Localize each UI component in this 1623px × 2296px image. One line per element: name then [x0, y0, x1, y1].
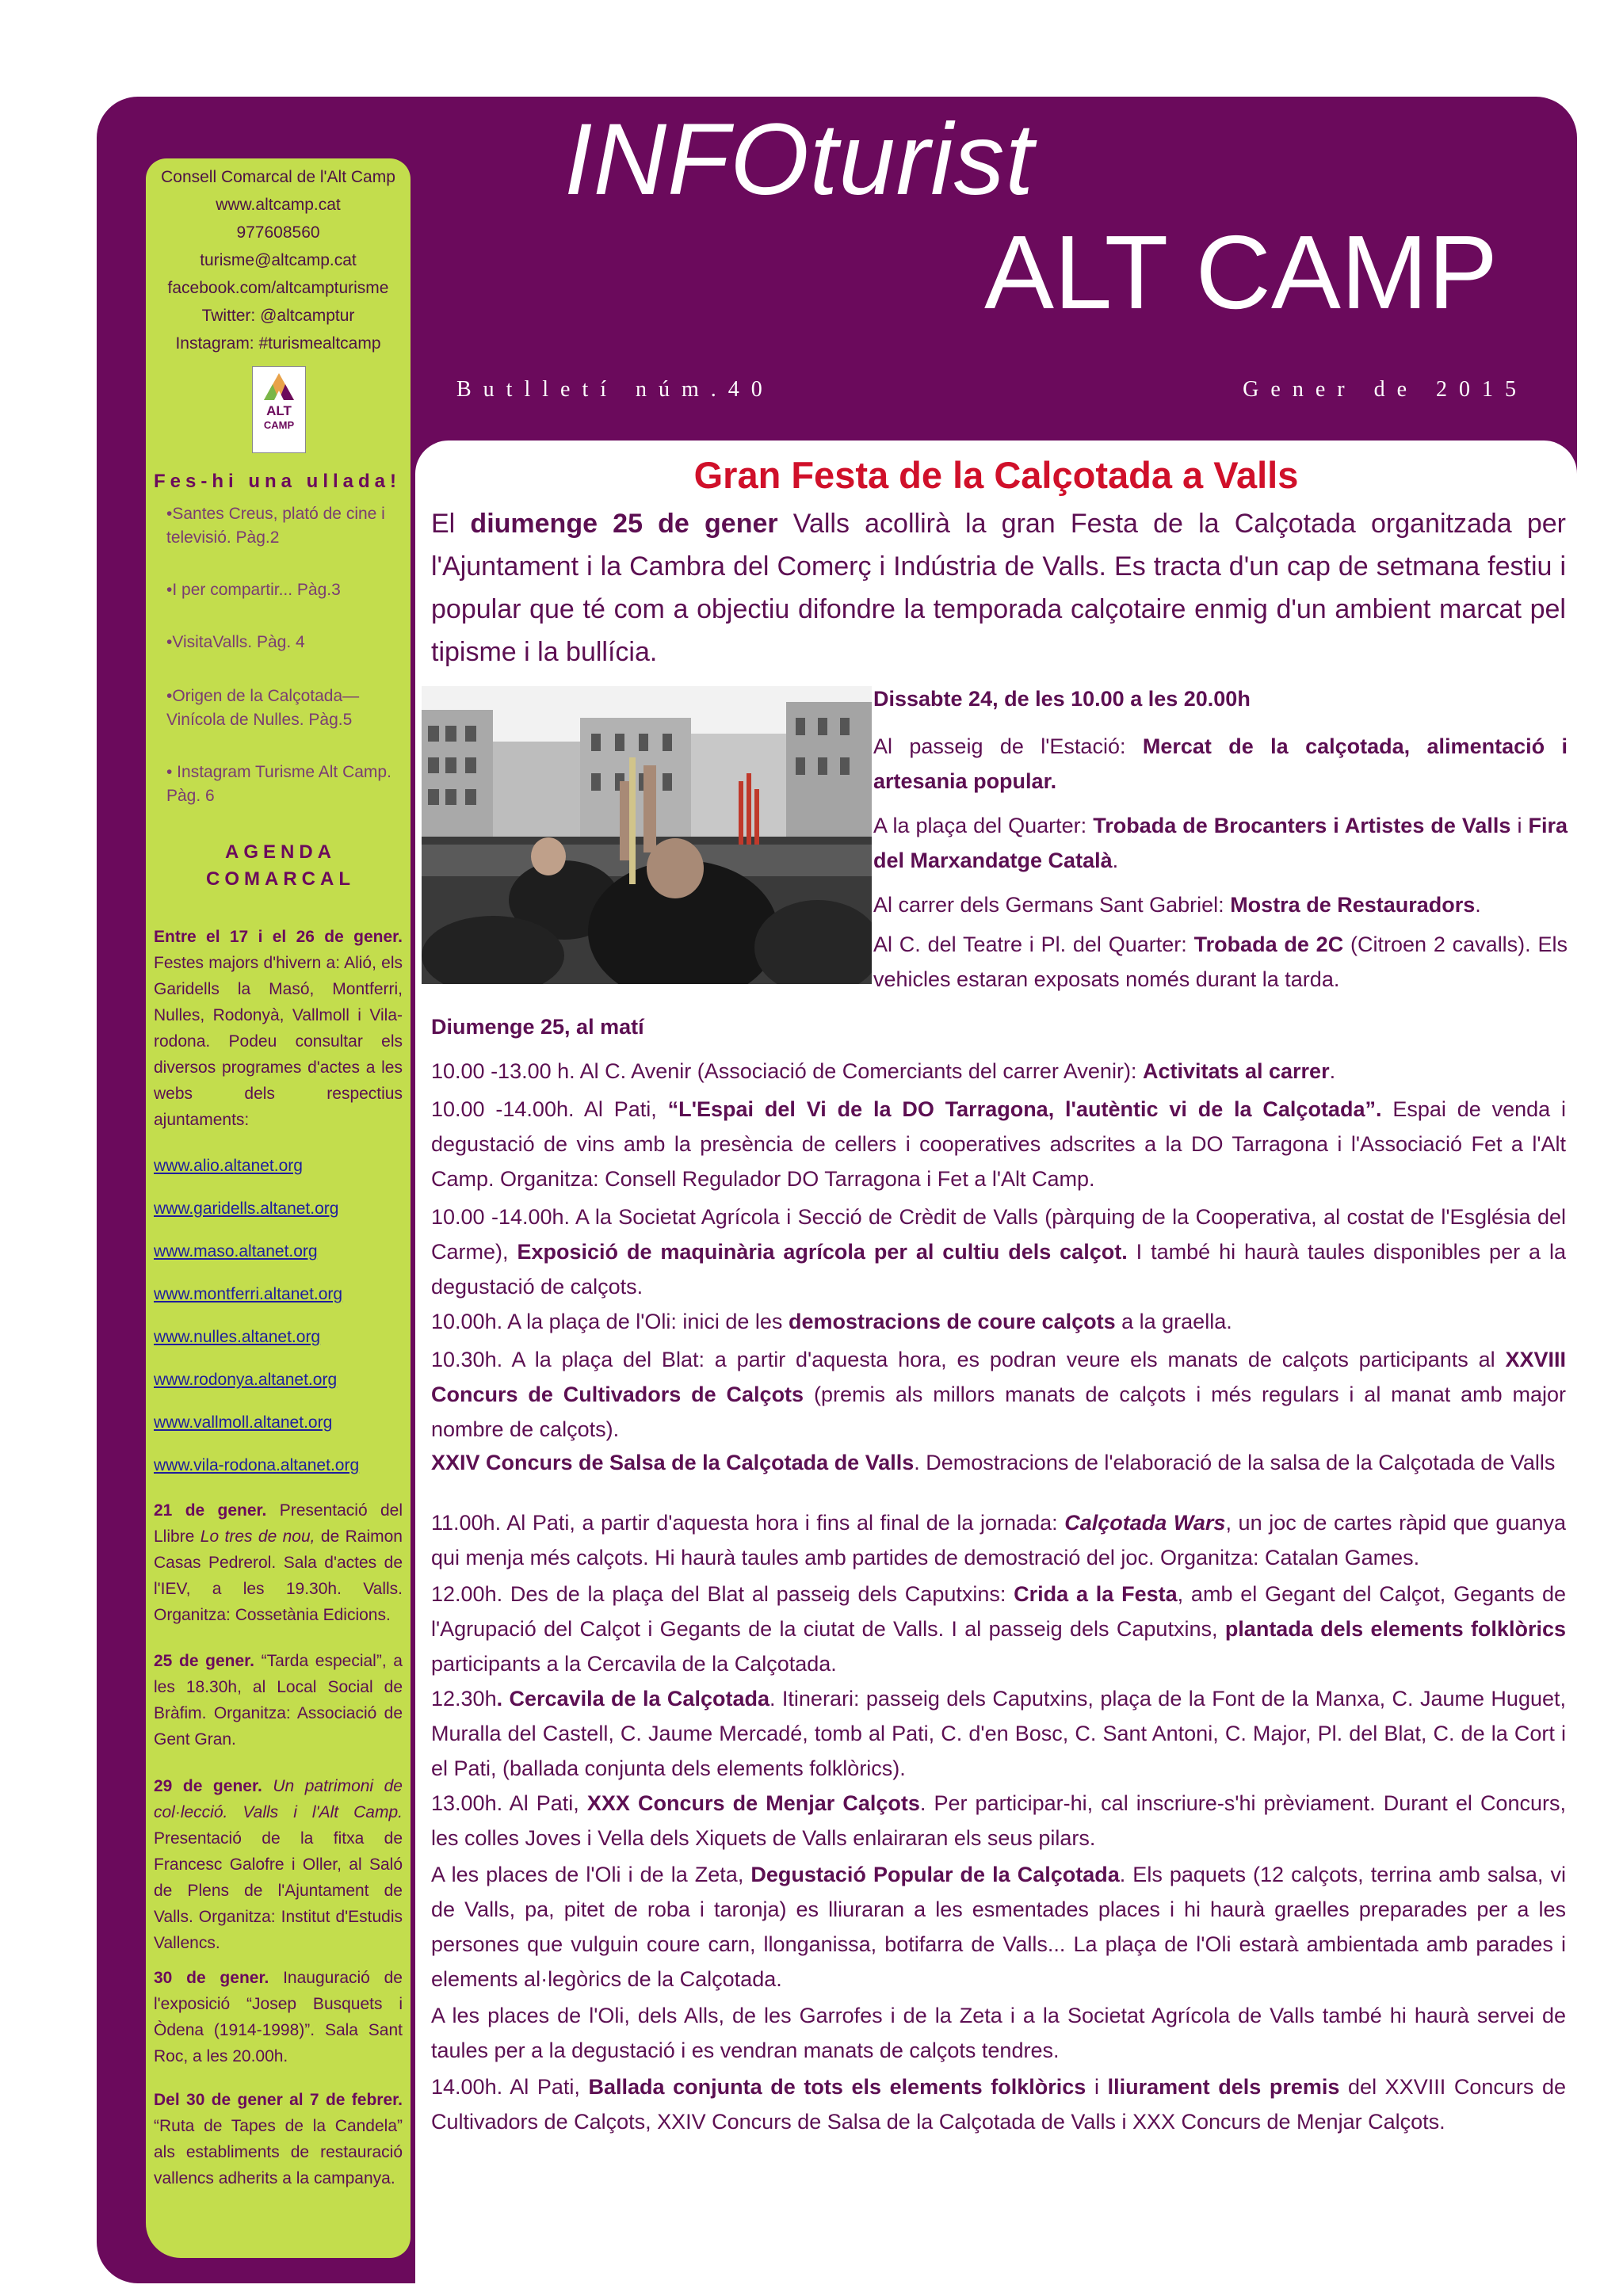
event-text: i [1517, 814, 1522, 837]
agenda-item [154, 1497, 403, 1628]
event-text: Al passeig de l'Estació: [873, 734, 1126, 758]
agenda-text: Festes majors d'hivern a: Alió, els Garidells la Masó, Montferri, Nulles, Rodonyà, Vallmoll i Vila-rodona. Podeu consultar els diversos programes d'actes a les webs dels respectius ajuntaments: [154, 954, 403, 1129]
agenda-heading-2: COMARCAL [206, 868, 355, 890]
toc-item[interactable]: •I per compartir... Pàg.3 [166, 581, 341, 599]
url-link[interactable]: www.rodonya.altanet.org [154, 1371, 338, 1389]
event-text: Al carrer dels Germans Sant Gabriel: [873, 893, 1224, 917]
sunday-event [431, 1505, 1566, 1575]
toc-item[interactable]: •Santes Creus, plató de cine i televisió. Pàg.2 [166, 505, 385, 547]
agenda-book-title: Lo tres de nou, [200, 1527, 315, 1546]
saturday-event: A la plaça del Quarter: Trobada de Brocanters i Artistes de Valls i Fira del Marxandatge Català. [873, 814, 1568, 872]
event-text: A la plaça del Quarter: [873, 814, 1087, 837]
contact-web[interactable]: www.altcamp.cat [216, 196, 341, 214]
event-text: , un joc de cartes ràpid que guanya qui menja més calçots. Hi haurà taules amb partides de demostració del joc. Organitza: Catalan Games. [431, 1511, 1567, 1569]
agenda-text: Inauguració de l'exposició “Josep Busquets i Òdena (1914-1998)”. Sala Sant Roc, a les 20.00h. [154, 1969, 403, 2065]
event-text: 12.30h [431, 1687, 497, 1711]
contact-facebook[interactable]: facebook.com/altcampturisme [167, 279, 389, 297]
event-bold: Crida a la Festa [1014, 1582, 1178, 1606]
newsletter-subtitle: ALT CAMP [984, 214, 1498, 330]
intro-bold: diumenge 25 de gener [470, 509, 778, 539]
event-text: (premis als millors manats de calçots i més regulars i al manat amb major nombre de calçots). [431, 1383, 1566, 1441]
toc-item[interactable]: •Origen de la Calçotada—Vinícola de Nulles. Pàg.5 [166, 687, 360, 729]
toc-item[interactable]: •VisitaValls. Pàg. 4 [166, 633, 305, 651]
agenda-heading: AGENDA [224, 841, 336, 863]
sunday-event [431, 1448, 1566, 1477]
contact-email[interactable]: turisme@altcamp.cat [200, 251, 357, 269]
contact-org: Consell Comarcal de l'Alt Camp [161, 168, 395, 186]
event-text: 10.00 -13.00 h. Al C. Avenir (Associació de Comerciants del carrer Avenir): [431, 1059, 1137, 1083]
url-link[interactable]: www.nulles.altanet.org [154, 1328, 321, 1346]
agenda-text: “Ruta de Tapes de la Candela” als establiments de restauració vallencs adherits a la campanya. [154, 2117, 403, 2187]
contact-block [146, 163, 411, 357]
sunday-event [431, 1092, 1566, 1196]
saturday-heading: Dissabte 24, de les 10.00 a les 20.00h [873, 687, 1251, 711]
event-text: . Els paquets (12 calçots, terrina amb salsa, vi de Valls, pa, pitet de roba i taronja) es lliuraran a les esmentades places i hi haurà graelles preparades per a les persones que vulguin coure carn, llonganissa, botifarra de Valls... La plaça de l'Oli estarà ambientada amb parades i elements al·legòrics de la Calçotada. [431, 1863, 1566, 1991]
sunday-event [431, 1681, 1566, 1786]
intro-text: El [431, 509, 456, 539]
event-text: participants a la Cercavila de la Calçotada. [431, 1652, 837, 1676]
sunday-event [431, 1199, 1566, 1304]
event-text: 12.00h. Des de la plaça del Blat al passeig dels Caputxins: [431, 1582, 1006, 1606]
sunday-event [431, 1342, 1566, 1447]
bulletin-number: Butlletí núm.40 [456, 377, 774, 402]
sunday-event [431, 1857, 1566, 1997]
event-bold: Degustació Popular de la Calçotada [750, 1863, 1120, 1886]
sunday-event: A les places de l'Oli, dels Alls, de les Garrofes i de la Zeta i a la Societat Agrícola de Valls també hi haurà servei de taules per a la degustació i es vendran manats de calçots tendres. [431, 2004, 1566, 2062]
agenda-text: Presentació de la fitxa de Francesc Galofre i Oller, al Saló de Plens de l'Ajuntament de Valls. Organitza: Institut d'Estudis Vallencs. [154, 1829, 403, 1952]
article-intro [431, 502, 1566, 673]
crowd-photo-image [422, 686, 872, 984]
event-text: . Per participar-hi, cal inscriure-s'hi prèviament. Durant el Concurs, les colles Joves i Vella dels Xiquets de Valls enlairaran els seus pilars. [431, 1791, 1566, 1850]
sunday-event: 10.00 -13.00 h. Al C. Avenir (Associació de Comerciants del carrer Avenir): Activitats al carrer. [431, 1059, 1336, 1083]
event-text: i [1094, 2075, 1099, 2099]
event-text: 10.30h. A la plaça del Blat: a partir d'aquesta hora, es podran veure els manats de calçots participants al [431, 1348, 1495, 1371]
agenda-item [154, 924, 403, 1133]
event-text: I també hi haurà taules disponibles per a la degustació de calçots. [431, 1240, 1566, 1299]
event-text: A les places de l'Oli i de la Zeta, [431, 1863, 744, 1886]
event-bold: lliurament dels premis [1107, 2075, 1340, 2099]
event-bold: Activitats al carrer [1142, 1059, 1330, 1083]
agenda-date: 30 de gener. [154, 1969, 269, 1987]
url-link[interactable]: www.alio.altanet.org [154, 1157, 303, 1175]
festival-crowd-photo [422, 686, 872, 984]
agenda-item [154, 1965, 403, 2069]
contact-instagram[interactable]: Instagram: #turismealtcamp [175, 334, 381, 353]
agenda-date: 25 de gener. [154, 1652, 254, 1670]
event-bold-italic: Calçotada Wars [1064, 1511, 1226, 1535]
event-bold: XXVIII Concurs de Cultivadors de Calçots [431, 1348, 1566, 1406]
bulletin-date: Gener de 2015 [1243, 377, 1528, 402]
event-bold: . Cercavila de la Calçotada [496, 1687, 769, 1711]
agenda-date: 21 de gener. [154, 1501, 267, 1520]
newsletter-title: INFOturist [564, 103, 1035, 216]
saturday-event: Al carrer dels Germans Sant Gabriel: Mostra de Restauradors. [873, 893, 1481, 917]
event-text: (Citroen 2 cavalls). Els vehicles estaran exposats només durant la tarda. [873, 933, 1568, 991]
logo-mark-icon [264, 373, 294, 400]
event-text: 11.00h. Al Pati, a partir d'aquesta hora i fins al final de la jornada: [431, 1511, 1058, 1535]
agenda-text: “Tarda especial”, a les 18.30h, al Local Social de Bràfim. Organitza: Associació de Gent Gran. [154, 1652, 403, 1749]
url-link[interactable]: www.vila-rodona.altanet.org [154, 1456, 360, 1474]
agenda-italic-title: Un patrimoni de col·lecció. Valls i l'Alt Camp. [154, 1777, 403, 1821]
event-bold: Trobada de 2C [1193, 933, 1344, 956]
event-text: . Itinerari: passeig dels Caputxins, plaça de la Font de la Manxa, C. Jaume Huguet, Muralla del Castell, C. Jaume Mercadé, tomb al Pati, C. d'en Bosc, C. Sant Antoni, C. Major, Pl. del Blat, C. de la Cort i el Pati, (ballada conjunta dels elements folklòrics). [431, 1687, 1567, 1780]
sunday-event [431, 2069, 1566, 2139]
agenda-date: Entre el 17 i el 26 de gener. [154, 928, 403, 946]
agenda-date: 29 de gener. [154, 1777, 262, 1795]
sunday-event [431, 1304, 1566, 1339]
event-bold: XXIV Concurs de Salsa de la Calçotada de Valls [431, 1451, 915, 1474]
url-link[interactable]: www.garidells.altanet.org [154, 1199, 339, 1218]
event-text: 10.00 -14.00h. Al Pati, [431, 1097, 657, 1121]
logo-text-camp: CAMP [263, 419, 295, 431]
event-bold: Exposició de maquinària agrícola per al cultiu dels calçot. [517, 1240, 1128, 1264]
event-bold: Trobada de Brocanters i Artistes de Valls [1093, 814, 1511, 837]
event-text: Al C. del Teatre i Pl. del Quarter: [873, 933, 1187, 956]
sunday-heading: Diumenge 25, al matí [431, 1015, 644, 1039]
toc-item[interactable]: • Instagram Turisme Alt Camp. Pàg. 6 [166, 763, 391, 805]
toc-heading: Fes-hi una ullada! [154, 471, 402, 492]
saturday-event [873, 927, 1568, 997]
event-text: del XXVIII Concurs de Cultivadors de Calçots, XXIV Concurs de Salsa de la Calçotada de Valls i XXX Concurs de Menjar Calçots. [431, 2075, 1566, 2134]
event-bold: “L'Espai del Vi de la DO Tarragona, l'autèntic vi de la Calçotada”. [667, 1097, 1382, 1121]
altcamp-logo [252, 366, 306, 453]
sunday-event [431, 1577, 1566, 1681]
event-text: 10.00 -14.00h. A la Societat Agrícola i Secció de Crèdit de Valls (pàrquing de la Cooperativa, al costat de l'Església del Carme), [431, 1205, 1566, 1264]
agenda-item [154, 1773, 403, 1956]
event-text: , amb el Gegant del Calçot, Gegants de l'Agrupació del Calçot i Gegants de la ciutat de Valls. I al passeig dels Caputxins, [431, 1582, 1566, 1641]
agenda-item [154, 2087, 403, 2191]
url-link[interactable]: www.montferri.altanet.org [154, 1285, 343, 1303]
agenda-text: Presentació del Llibre [154, 1501, 403, 1546]
event-bold: Ballada conjunta de tots els elements folklòrics [588, 2075, 1086, 2099]
url-link[interactable]: www.vallmoll.altanet.org [154, 1413, 333, 1432]
event-bold: Mostra de Restauradors [1230, 893, 1476, 917]
saturday-event [873, 729, 1568, 799]
agenda-item [154, 1648, 403, 1753]
event-bold: Mercat de la calçotada, alimentació i artesania popular. [873, 734, 1568, 793]
contact-twitter[interactable]: Twitter: @altcamptur [201, 307, 355, 325]
url-link[interactable]: www.maso.altanet.org [154, 1242, 318, 1261]
event-bold: Fira del Marxandatge Català [873, 814, 1568, 872]
article-title: Gran Festa de la Calçotada a Valls [693, 454, 1299, 496]
event-text: 10.00h. A la plaça de l'Oli: inici de les [431, 1310, 783, 1333]
event-bold: plantada dels elements folklòrics [1224, 1617, 1566, 1641]
event-text: 13.00h. Al Pati, [431, 1791, 579, 1815]
contact-phone: 977608560 [236, 223, 320, 242]
agenda-text: de Raimon Casas Pedrerol. Sala d'actes de l'IEV, a les 19.30h. Valls. Organitza: Cossetània Edicions. [154, 1527, 403, 1624]
intro-text: Valls acollirà la gran Festa de la Calçotada organitzada per l'Ajuntament i la Cambra del Comerç i Indústria de Valls. Es tracta d'un cap de setmana festiu i popular que té com a objectiu difondre la temporada calçotaire enmig d'un ambient marcat pel tipisme i la bullícia. [431, 509, 1567, 667]
sunday-event [431, 1786, 1566, 1855]
agenda-date: Del 30 de gener al 7 de febrer. [154, 2091, 403, 2109]
event-text: a la graella. [1121, 1310, 1232, 1333]
event-text: . Demostracions de l'elaboració de la salsa de la Calçotada de Valls [914, 1451, 1556, 1474]
logo-text-alt: ALT [266, 403, 292, 418]
event-text: 14.00h. Al Pati, [431, 2075, 580, 2099]
event-text: Espai de venda i degustació de vins amb la presència de cellers i cooperatives adscrites a la DO Tarragona i l'Associació Fet a l'Alt Camp. Organitza: Consell Regulador DO Tarragona i Fet a l'Alt Camp. [431, 1097, 1566, 1191]
sidebar [146, 158, 411, 2258]
event-bold: demostracions de coure calçots [788, 1310, 1116, 1333]
event-bold: XXX Concurs de Menjar Calçots [586, 1791, 920, 1815]
